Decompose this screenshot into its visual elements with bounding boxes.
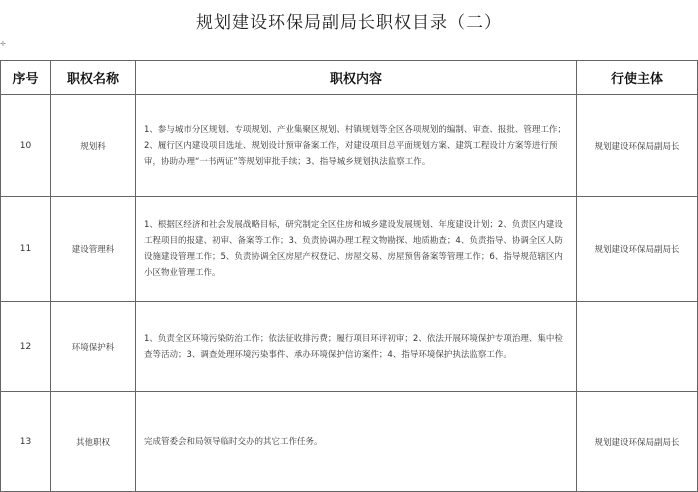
authority-table <box>0 60 698 492</box>
header-subject: 行使主体 <box>577 61 698 95</box>
authority-subject: 规划建设环保局副局长 <box>577 95 698 197</box>
header-name: 职权名称 <box>51 61 136 95</box>
row-number: 12 <box>1 302 51 392</box>
table-row <box>1 392 698 492</box>
authority-name: 建设管理科 <box>51 197 136 302</box>
authority-subject <box>577 302 698 392</box>
table-row <box>1 95 698 197</box>
table-header-row <box>1 61 698 95</box>
authority-content: 1、根据区经济和社会发展战略目标，研究制定全区住房和城乡建设发展规划、年度建设计划；2、负责区内建设工程项目的报建、初审、备案等工作；3、负责协调办理工程文物勘探、地质勘查；4、负责指导、协调全区人防设施建设管理工作；5、负责协调全区房屋产权登记、房屋交易、房屋预售备案等管理工作；6、指导规范辖区内小区物业管理工作。 <box>136 197 577 302</box>
row-number: 11 <box>1 197 51 302</box>
cell-anchor-marker-icon: ✛ <box>0 40 6 48</box>
header-content: 职权内容 <box>136 61 577 95</box>
header-no: 序号 <box>1 61 51 95</box>
authority-subject: 规划建设环保局副局长 <box>577 392 698 492</box>
document-title: 规划建设环保局副局长职权目录（二） <box>196 13 502 33</box>
authority-content: 1、负责全区环境污染防治工作；依法征收排污费；履行项目环评初审；2、依法开展环境保护专项治理、集中检查等活动；3、调查处理环境污染事件、承办环境保护信访案件；4、指导环境保护执法监察工作。 <box>136 302 577 392</box>
row-number: 13 <box>1 392 51 492</box>
authority-content: 完成管委会和局领导临时交办的其它工作任务。 <box>136 392 577 492</box>
table-row <box>1 197 698 302</box>
table-row <box>1 302 698 392</box>
row-number: 10 <box>1 95 51 197</box>
authority-name: 其他职权 <box>51 392 136 492</box>
authority-name: 环境保护科 <box>51 302 136 392</box>
authority-content: 1、参与城市分区规划、专项规划、产业集聚区规划、村镇规划等全区各项规划的编制、审查、报批、管理工作；2、履行区内建设项目选址、规划设计预审备案工作，对建设项目总平面规划方案、建筑工程设计方案等进行预审，协助办理“一书两证”等规划审批手续；3、指导城乡规划执法监察工作。 <box>136 95 577 197</box>
authority-name: 规划科 <box>51 95 136 197</box>
authority-subject: 规划建设环保局副局长 <box>577 197 698 302</box>
